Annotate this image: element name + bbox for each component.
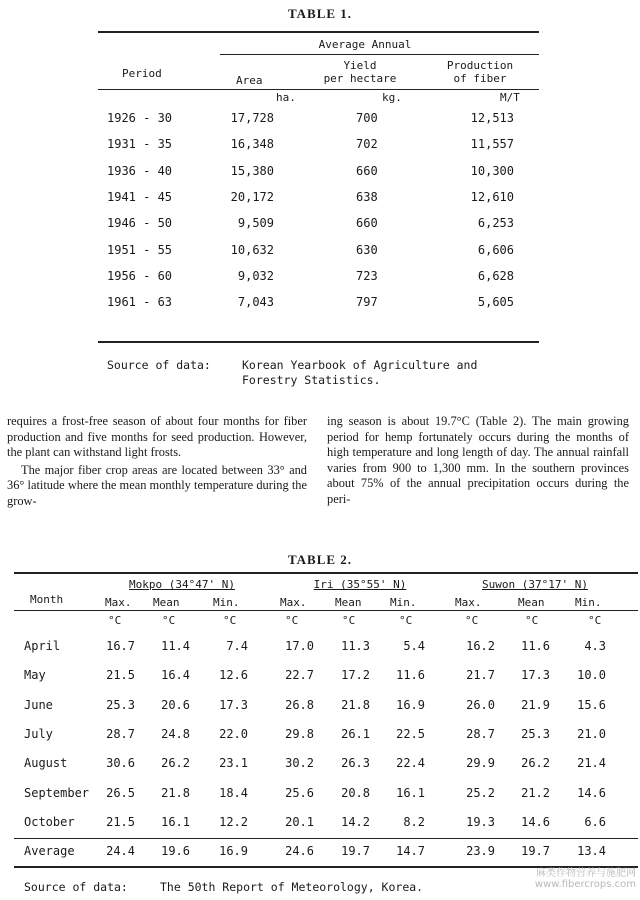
- table2-cell-month: August: [24, 756, 68, 771]
- table1-cell-yield: 638: [356, 189, 378, 204]
- table2-cell-month: October: [24, 814, 75, 829]
- table1-cell-yield: 630: [356, 242, 378, 257]
- table2-cell-iri-max: 20.1: [285, 814, 314, 829]
- table1-cell-area: 9,509: [237, 216, 274, 231]
- table-row: [0, 783, 640, 812]
- table2-cell-iri-min: 8.2: [403, 814, 425, 829]
- table1-group-header: Average Annual: [318, 38, 412, 51]
- table1-col-production-line2: of fiber: [453, 72, 507, 85]
- table2-cell-suwon-mean: 11.6: [521, 639, 550, 653]
- table2-cell-suwon-max: 25.2: [466, 785, 495, 800]
- table2-unit: °C: [108, 614, 122, 627]
- table2-cell-mokpo-min: 23.1: [219, 756, 248, 771]
- table2-cell-mokpo-max: 25.3: [106, 697, 135, 712]
- table2-cell-suwon-max: 29.9: [466, 756, 495, 771]
- table2-cell-mokpo-max: 26.5: [106, 785, 135, 800]
- body-paragraph: The major fiber crop areas are located between 33° and 36° latitude where the mean monthly temperature during the grow-: [7, 462, 307, 508]
- table2-cell-mokpo-max: 21.5: [106, 668, 135, 683]
- table2-cell-suwon-min: 10.0: [577, 668, 606, 683]
- table2-cell-suwon-max: 28.7: [466, 726, 495, 741]
- table2-cell-iri-mean: 26.1: [341, 726, 370, 741]
- table2-cell-iri-min: 5.4: [403, 639, 425, 653]
- table2-subheader-min: Min.: [390, 596, 417, 609]
- table2-cell-suwon-mean: 21.9: [521, 697, 550, 712]
- table1-unit-production: M/T: [500, 91, 520, 104]
- table2-source-text: The 50th Report of Meteorology, Korea.: [160, 880, 424, 894]
- table2-cell-suwon-min: 15.6: [577, 697, 606, 712]
- table2-subheader-mean: Mean: [335, 596, 362, 609]
- body-paragraph: requires a frost-free season of about four months for fiber production and five months for seed production. However, the plant can withstand light frosts.: [7, 414, 307, 459]
- table1-cell-production: 6,606: [477, 242, 514, 257]
- table1-cell-area: 17,728: [230, 111, 274, 125]
- table-row: [0, 160, 640, 186]
- table1-cell-period: 1961 - 63: [107, 295, 173, 310]
- table2-cell-suwon-max: 21.7: [466, 668, 495, 683]
- table2-cell-month: April: [24, 639, 61, 653]
- table2-cell-month: June: [24, 697, 53, 712]
- table2-cell-iri-mean: 20.8: [341, 785, 370, 800]
- table2-cell-iri-mean: 26.3: [341, 756, 370, 771]
- table2-cell-month: May: [24, 668, 46, 683]
- table1-cell-area: 15,380: [230, 163, 274, 178]
- table1-cell-production: 12,513: [470, 111, 514, 125]
- table2-col-month: Month: [30, 593, 64, 606]
- table1-col-period: Period: [122, 67, 162, 80]
- table2-cell-iri-mean: 11.3: [341, 639, 370, 653]
- watermark-line1: 麻类作物营养与施肥网: [536, 868, 636, 879]
- table2-unit: °C: [525, 614, 539, 627]
- table2-unit: °C: [223, 614, 237, 627]
- table-row: [0, 665, 640, 694]
- table2-cell-iri-min: 16.1: [396, 785, 425, 800]
- table2-cell-suwon-min: 13.4: [577, 844, 606, 858]
- table-row: [0, 239, 640, 265]
- table2-cell-suwon-max: 26.0: [466, 697, 495, 712]
- table-row: [0, 812, 640, 841]
- table1-cell-period: 1941 - 45: [107, 189, 173, 204]
- table1-group-rule: [220, 54, 539, 55]
- table-row: [0, 636, 640, 665]
- table1-cell-production: 6,628: [477, 268, 514, 283]
- table2-cell-mokpo-mean: 19.6: [161, 844, 190, 858]
- table1-cell-yield: 660: [356, 216, 378, 231]
- table2-cell-iri-mean: 17.2: [341, 668, 370, 683]
- table2-cell-month: Average: [24, 844, 75, 858]
- watermark-line2: www.fibercrops.com: [534, 879, 636, 890]
- table1-col-production-line1: Production: [446, 59, 514, 72]
- table1-source-line1: Korean Yearbook of Agriculture and: [242, 358, 478, 372]
- table2-cell-suwon-mean: 14.6: [521, 814, 550, 829]
- table2-average-rule: [14, 838, 638, 839]
- table2-cell-suwon-mean: 21.2: [521, 785, 550, 800]
- table2-cell-mokpo-min: 22.0: [219, 726, 248, 741]
- table2-subheader-max: Max.: [280, 596, 307, 609]
- table2-cell-iri-mean: 19.7: [341, 844, 370, 858]
- table2-cell-iri-max: 25.6: [285, 785, 314, 800]
- table-row: [0, 265, 640, 291]
- table2-cell-iri-max: 26.8: [285, 697, 314, 712]
- table2-cell-iri-max: 17.0: [285, 639, 314, 653]
- table1-cell-period: 1931 - 35: [107, 137, 173, 152]
- table1-source-line2: Forestry Statistics.: [242, 373, 381, 387]
- table2-top-rule: [14, 572, 638, 574]
- table2-unit: °C: [162, 614, 176, 627]
- table2-cell-suwon-min: 21.0: [577, 726, 606, 741]
- table2-cell-iri-min: 16.9: [396, 697, 425, 712]
- table1-cell-area: 9,032: [237, 268, 274, 283]
- table-row: [0, 724, 640, 753]
- body-text-right-column: [327, 414, 629, 507]
- table-row: [0, 133, 640, 159]
- table2-cell-suwon-min: 6.6: [584, 814, 606, 829]
- table1-cell-production: 10,300: [470, 163, 514, 178]
- table2-cell-mokpo-min: 16.9: [219, 844, 248, 858]
- table2-subheader-max: Max.: [455, 596, 482, 609]
- table2-cell-mokpo-mean: 24.8: [161, 726, 190, 741]
- table2-cell-iri-max: 30.2: [285, 756, 314, 771]
- table2-cell-mokpo-mean: 16.4: [161, 668, 190, 683]
- table2-header-rule: [14, 610, 638, 611]
- table2-cell-month: September: [24, 785, 90, 800]
- table2-cell-mokpo-max: 24.4: [106, 844, 135, 858]
- table1-cell-period: 1946 - 50: [107, 216, 173, 231]
- table1-col-area: Area: [236, 74, 263, 87]
- table2-cell-mokpo-mean: 26.2: [161, 756, 190, 771]
- table2-cell-mokpo-min: 7.4: [226, 639, 248, 653]
- table1-cell-yield: 797: [356, 295, 378, 310]
- table2-cell-suwon-max: 23.9: [466, 844, 495, 858]
- table2-cell-iri-max: 29.8: [285, 726, 314, 741]
- table1-cell-area: 16,348: [230, 137, 274, 152]
- table2-cell-mokpo-min: 12.2: [219, 814, 248, 829]
- table2-cell-mokpo-min: 12.6: [219, 668, 248, 683]
- table2-cell-suwon-mean: 25.3: [521, 726, 550, 741]
- table2-cell-suwon-mean: 17.3: [521, 668, 550, 683]
- table1-col-yield-line1: Yield: [343, 59, 377, 72]
- table2-cell-suwon-min: 4.3: [584, 639, 606, 653]
- table2-cell-mokpo-min: 17.3: [219, 697, 248, 712]
- table-row: [0, 107, 640, 133]
- table2-title: TABLE 2.: [287, 552, 353, 567]
- table1-cell-production: 12,610: [470, 189, 514, 204]
- table2-cell-mokpo-max: 30.6: [106, 756, 135, 771]
- table2-subheader-max: Max.: [105, 596, 132, 609]
- watermark-logo: [535, 868, 636, 890]
- table2-cell-mokpo-min: 18.4: [219, 785, 248, 800]
- table1-cell-area: 7,043: [237, 295, 274, 310]
- table1-unit-yield: kg.: [382, 91, 402, 104]
- table2-cell-iri-mean: 21.8: [341, 697, 370, 712]
- table2-cell-iri-min: 11.6: [396, 668, 425, 683]
- table1-cell-production: 6,253: [477, 216, 514, 231]
- table1-cell-yield: 700: [356, 111, 378, 125]
- table2-cell-iri-max: 24.6: [285, 844, 314, 858]
- table-row: [0, 212, 640, 238]
- table2-station-iri: Iri (35°55' N): [313, 578, 407, 591]
- table1-cell-period: 1936 - 40: [107, 163, 173, 178]
- table2-subheader-mean: Mean: [153, 596, 180, 609]
- table2-cell-month: July: [24, 726, 53, 741]
- table-row: [0, 695, 640, 724]
- table2-subheader-min: Min.: [213, 596, 240, 609]
- table2-cell-suwon-mean: 19.7: [521, 844, 550, 858]
- table2-unit: °C: [588, 614, 602, 627]
- table2-cell-iri-min: 22.4: [396, 756, 425, 771]
- table-row: [0, 291, 640, 317]
- table1-cell-period: 1926 - 30: [107, 111, 173, 125]
- table2-subheader-mean: Mean: [518, 596, 545, 609]
- table2-cell-iri-max: 22.7: [285, 668, 314, 683]
- body-paragraph: ing season is about 19.7°C (Table 2). The main growing period for hemp fortunately occurs during the months of high temperature and long length of day. The annual rainfall varies from 900 to 1,300 mm. In the southern provinces about 75% of the annual precipitation occurs during the peri-: [327, 414, 629, 506]
- table2-unit: °C: [465, 614, 479, 627]
- table2-average-row: [0, 840, 640, 866]
- table1-col-yield-line2: per hectare: [323, 72, 397, 85]
- table1-unit-area: ha.: [276, 91, 296, 104]
- table1-bottom-rule: [98, 341, 539, 343]
- table1-source-label: Source of data:: [107, 358, 211, 372]
- table1-cell-production: 11,557: [470, 137, 514, 152]
- table1-cell-area: 10,632: [230, 242, 274, 257]
- table2-cell-iri-min: 14.7: [396, 844, 425, 858]
- table1-cell-yield: 723: [356, 268, 378, 283]
- table1-cell-period: 1951 - 55: [107, 242, 173, 257]
- table2-cell-mokpo-mean: 21.8: [161, 785, 190, 800]
- table2-cell-mokpo-max: 16.7: [106, 639, 135, 653]
- table2-cell-mokpo-max: 21.5: [106, 814, 135, 829]
- table1-title: TABLE 1.: [287, 6, 353, 21]
- table1-cell-period: 1956 - 60: [107, 268, 173, 283]
- table2-unit: °C: [342, 614, 356, 627]
- table1-cell-yield: 702: [356, 137, 378, 152]
- table2-cell-suwon-min: 14.6: [577, 785, 606, 800]
- table2-cell-mokpo-mean: 16.1: [161, 814, 190, 829]
- table1-cell-yield: 660: [356, 163, 378, 178]
- table2-source-label: Source of data:: [24, 880, 128, 894]
- table2-cell-suwon-min: 21.4: [577, 756, 606, 771]
- table1-header-rule: [98, 89, 539, 90]
- table2-station-mokpo: Mokpo (34°47' N): [129, 578, 235, 591]
- table2-cell-iri-mean: 14.2: [341, 814, 370, 829]
- table2-cell-mokpo-mean: 20.6: [161, 697, 190, 712]
- table2-cell-mokpo-max: 28.7: [106, 726, 135, 741]
- table2-cell-suwon-max: 16.2: [466, 639, 495, 653]
- table2-unit: °C: [399, 614, 413, 627]
- table-row: [0, 753, 640, 782]
- table2-cell-suwon-mean: 26.2: [521, 756, 550, 771]
- table2-cell-suwon-max: 19.3: [466, 814, 495, 829]
- table2-station-suwon: Suwon (37°17' N): [482, 578, 588, 591]
- table2-cell-iri-min: 22.5: [396, 726, 425, 741]
- table1-cell-area: 20,172: [230, 189, 274, 204]
- table2-cell-mokpo-mean: 11.4: [161, 639, 190, 653]
- table2-unit: °C: [285, 614, 299, 627]
- table2-subheader-min: Min.: [575, 596, 602, 609]
- table1-cell-production: 5,605: [477, 295, 514, 310]
- body-text-left-column: [7, 414, 307, 509]
- table-row: [0, 186, 640, 212]
- table1-top-rule: [98, 31, 539, 33]
